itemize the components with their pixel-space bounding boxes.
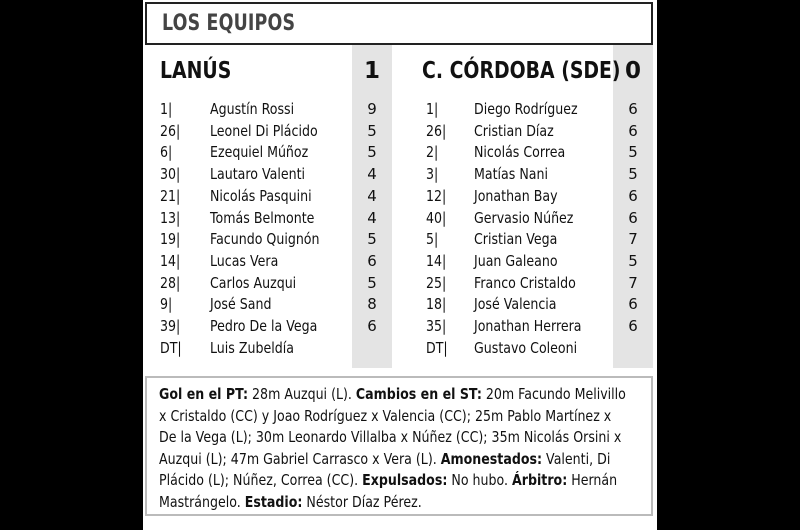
player-rating: 5 — [628, 143, 638, 162]
player-row — [143, 252, 657, 273]
player-number: 13| — [160, 208, 181, 227]
player-rating: 4 — [367, 186, 377, 205]
player-name: José Sand — [210, 295, 272, 314]
lineups-card — [143, 0, 657, 530]
away-team-score: 0 — [624, 58, 641, 84]
player-number: 3| — [426, 165, 439, 184]
player-row — [143, 209, 657, 230]
player-name: Leonel Di Plácido — [210, 121, 318, 140]
detail-label: Gol en el PT: — [159, 385, 249, 403]
player-name: Lucas Vera — [210, 251, 279, 270]
player-number: 35| — [426, 317, 447, 335]
section-title: LOS EQUIPOS — [162, 11, 296, 36]
player-name: Gervasio Núñez — [474, 208, 574, 227]
player-rating: 8 — [367, 295, 377, 314]
home-team-name: LANÚS — [160, 58, 232, 84]
player-number: 9| — [160, 295, 173, 314]
player-name: Jonathan Bay — [474, 186, 558, 205]
player-name: Matías Nani — [474, 165, 548, 184]
detail-text: No hubo. — [447, 471, 512, 489]
player-rating: 6 — [628, 295, 638, 314]
player-number: 39| — [160, 317, 181, 335]
detail-text: 28m Auzqui (L). — [248, 385, 356, 403]
player-rating: 7 — [628, 230, 638, 249]
away-team-name: C. CÓRDOBA (SDE) — [422, 58, 621, 84]
player-number: 30| — [160, 165, 181, 184]
detail-text: Hernán Mastrángelo. — [159, 471, 618, 511]
player-rating: 5 — [628, 251, 638, 270]
player-name: Facundo Quignón — [210, 230, 320, 249]
player-rating: 6 — [367, 251, 377, 270]
player-number: 40| — [426, 208, 447, 227]
player-number: DT| — [160, 338, 182, 357]
player-name: Gustavo Coleoni — [474, 338, 578, 357]
player-row — [143, 100, 657, 121]
player-rating: 5 — [367, 121, 377, 140]
player-rating: 6 — [628, 186, 638, 205]
section-header — [145, 2, 653, 45]
player-number: 14| — [426, 251, 447, 270]
player-name: Diego Rodríguez — [474, 100, 578, 118]
player-name: Franco Cristaldo — [474, 273, 576, 292]
player-rating: 5 — [367, 143, 377, 162]
detail-label: Cambios en el ST: — [355, 385, 482, 403]
player-name: Agustín Rossi — [210, 100, 295, 118]
player-number: 18| — [426, 295, 447, 314]
player-rating: 5 — [367, 273, 377, 292]
player-name: Ezequiel Múñoz — [210, 143, 309, 162]
player-rating: 6 — [628, 208, 638, 227]
detail-text: 20m Facundo Melivillo x Cristaldo (CC) y Joao Rodríguez x Valencia (CC); 25m Pablo Martínez x De la Vega (L); 30m Leonardo Villalba x Núñez (CC); 35m Nicolás Orsini x Auzqui (L); 47m Gabriel Carrasco x Vera (L). — [159, 385, 626, 468]
player-name: José Valencia — [474, 295, 557, 314]
detail-text: Valenti, Di Plácido (L); Núñez, Correa (CC). — [159, 449, 611, 489]
player-row — [143, 317, 657, 338]
detail-label: Amonestados: — [440, 449, 543, 468]
player-number: 26| — [426, 121, 447, 140]
player-number: 6| — [160, 143, 173, 162]
player-name: Cristian Díaz — [474, 121, 554, 140]
detail-label: Estadio: — [244, 492, 303, 511]
player-row — [143, 274, 657, 295]
player-row — [143, 143, 657, 164]
player-row — [143, 122, 657, 143]
player-rating: 4 — [367, 165, 377, 184]
player-name: Jonathan Herrera — [474, 317, 582, 335]
player-name: Luis Zubeldía — [210, 338, 294, 357]
player-name: Cristian Vega — [474, 230, 558, 249]
player-number: 1| — [160, 100, 173, 118]
player-rating: 7 — [628, 273, 638, 292]
player-rating: 5 — [367, 230, 377, 249]
player-rating: 9 — [367, 100, 377, 118]
player-number: 25| — [426, 273, 447, 292]
player-number: 26| — [160, 121, 181, 140]
player-rating: 6 — [367, 317, 377, 335]
player-name: Juan Galeano — [474, 251, 558, 270]
player-rating: 5 — [628, 165, 638, 184]
detail-text: Néstor Díaz Pérez. — [302, 492, 422, 511]
player-number: 5| — [426, 230, 439, 249]
player-number: 28| — [160, 273, 181, 292]
home-team-score: 1 — [363, 58, 380, 84]
player-name: Lautaro Valenti — [210, 165, 306, 184]
player-row — [143, 339, 657, 360]
player-name: Nicolás Correa — [474, 143, 566, 162]
player-rating: 6 — [628, 317, 638, 335]
player-name: Nicolás Pasquini — [210, 186, 312, 205]
player-number: 19| — [160, 230, 181, 249]
player-rating: 4 — [367, 208, 377, 227]
match-details-text — [159, 384, 629, 513]
player-row — [143, 187, 657, 208]
player-row — [143, 295, 657, 316]
player-number: 2| — [426, 143, 439, 162]
match-details-box — [145, 376, 653, 516]
player-row — [143, 165, 657, 186]
player-name: Tomás Belmonte — [210, 208, 315, 227]
player-row — [143, 230, 657, 251]
player-number: 1| — [426, 100, 439, 118]
player-number: 14| — [160, 251, 181, 270]
player-number: 12| — [426, 186, 447, 205]
player-name: Pedro De la Vega — [210, 317, 318, 335]
player-number: 21| — [160, 186, 181, 205]
player-rating: 6 — [628, 121, 638, 140]
player-name: Carlos Auzqui — [210, 273, 297, 292]
player-rating: 6 — [628, 100, 638, 118]
detail-label: Expulsados: — [362, 471, 448, 489]
detail-label: Árbitro: — [511, 471, 568, 489]
player-number: DT| — [426, 338, 448, 357]
